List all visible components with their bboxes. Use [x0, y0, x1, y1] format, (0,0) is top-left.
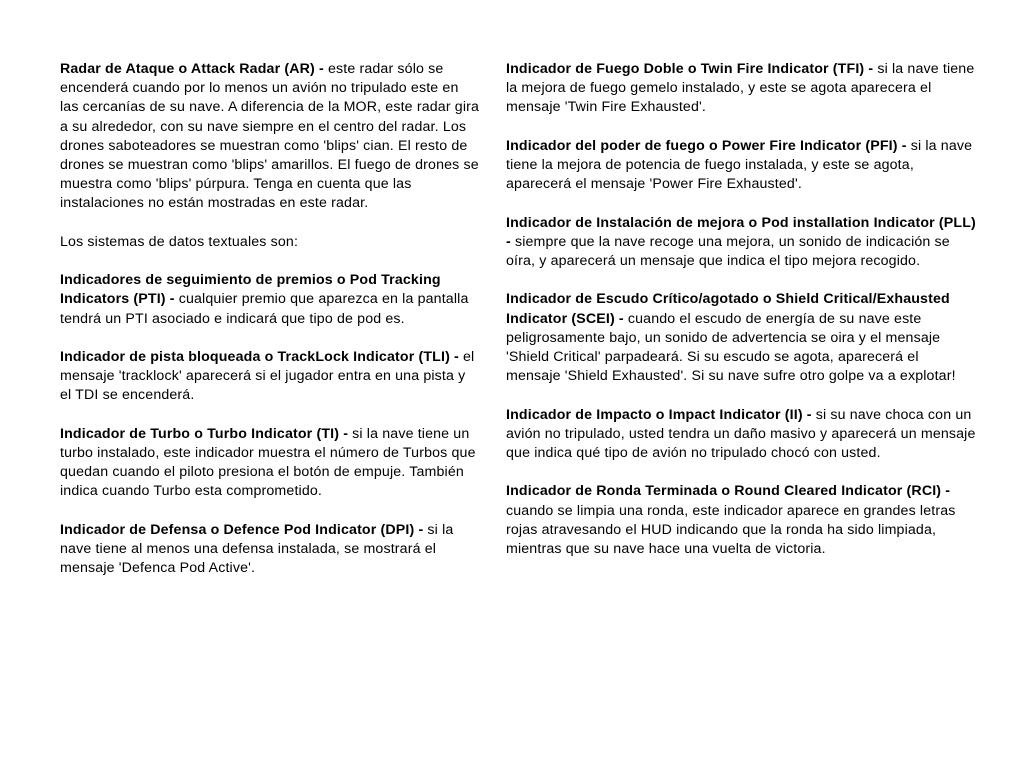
- term-round-cleared: Indicador de Ronda Terminada o Round Cleared Indicator (RCI) -: [506, 483, 951, 500]
- paragraph-pod-tracking: [60, 271, 480, 329]
- term-pod-installation: Indicador de Instalación de mejora o Pod installation Indicator (PLL) -: [506, 214, 976, 250]
- term-power-fire: Indicador del poder de fuego o Power Fire Indicator (PFI) -: [506, 137, 907, 154]
- paragraph-tracklock: [60, 348, 480, 406]
- desc-power-fire: si la nave tiene la mejora de potencia de fuego instalada, y este se agota, aparecerá el mensaje 'Power Fire Exhausted'.: [506, 137, 973, 193]
- desc-attack-radar: este radar sólo se encenderá cuando por lo menos un avión no tripulado este en las cercanías de su nave. A diferencia de la MOR, este radar gira a su alrededor, con su nave siempre en el centro del radar. Los drones saboteadores se muestran como 'blips' cian. El resto de drones se muestran como 'blips' amarillos. El fuego de drones se muestra como 'blips' púrpura. Tenga en cuenta que las instalaciones no están mostradas en este radar.: [60, 61, 480, 212]
- paragraph-power-fire: [506, 137, 976, 195]
- left-column: [60, 60, 480, 598]
- desc-tracklock: el mensaje 'tracklock' aparecerá si el jugador entra en una pista y el TDI se encenderá.: [60, 349, 475, 404]
- desc-shield-critical: cuando el escudo de energía de su nave este peligrosamente bajo, un sonido de advertencia se oira y el mensaje 'Shield Critical' parpadeará. Si su escudo se agota, aparecerá el mensaje 'Shield Exhausted'. Si su nave sufre otro golpe va a explotar!: [506, 310, 956, 385]
- desc-impact: si su nave choca con un avión no tripulado, usted tendra un daño masivo y aparecerá un mensaje que indica qué tipo de avión no tripulado chocó con usted.: [506, 406, 976, 461]
- term-pod-tracking: Indicadores de seguimiento de premios o Pod Tracking Indicators (PTI) -: [60, 272, 441, 308]
- paragraph-text-systems-intro: [60, 233, 480, 252]
- desc-twin-fire: si la nave tiene la mejora de fuego gemelo instalado, y este se agota aparecera el mensaje 'Twin Fire Exhausted'.: [506, 61, 975, 116]
- paragraph-round-cleared: [506, 482, 976, 559]
- desc-pod-tracking: cualquier premio que aparezca en la pantalla tendrá un PTI asociado e indicará que tipo de pod es.: [60, 291, 469, 327]
- term-defence-pod: Indicador de Defensa o Defence Pod Indicator (DPI) -: [60, 521, 424, 538]
- term-attack-radar: Radar de Ataque o Attack Radar (AR) -: [60, 61, 324, 77]
- desc-defence-pod: si la nave tiene al menos una defensa instalada, se mostrará el mensaje 'Defenca Pod Active'.: [60, 521, 454, 577]
- term-tracklock: Indicador de pista bloqueada o TrackLock Indicator (TLI) -: [60, 349, 459, 365]
- term-twin-fire: Indicador de Fuego Doble o Twin Fire Indicator (TFI) -: [506, 61, 874, 77]
- paragraph-turbo: [60, 425, 480, 502]
- paragraph-defence-pod: [60, 521, 480, 579]
- paragraph-impact: [506, 406, 976, 464]
- term-turbo: Indicador de Turbo o Turbo Indicator (TI) -: [60, 425, 349, 442]
- right-column: [506, 60, 976, 578]
- paragraph-shield-critical: [506, 290, 976, 386]
- term-impact: Indicador de Impacto o Impact Indicator (II) -: [506, 406, 812, 423]
- term-shield-critical: Indicador de Escudo Crítico/agotado o Shield Critical/Exhausted Indicator (SCEI) -: [506, 291, 950, 327]
- paragraph-twin-fire: [506, 60, 976, 118]
- desc-pod-installation: siempre que la nave recoge una mejora, un sonido de indicación se oíra, y aparecerá un mensaje que indica el tipo mejora recogido.: [506, 233, 950, 269]
- paragraph-pod-installation: [506, 214, 976, 272]
- desc-text-systems-intro: Los sistemas de datos textuales son:: [60, 233, 299, 250]
- desc-turbo: si la nave tiene un turbo instalado, este indicador muestra el número de Turbos que quedan cuando el piloto presiona el botón de empuje. También indica cuando Turbo esta comprometido.: [60, 425, 476, 500]
- desc-round-cleared: cuando se limpia una ronda, este indicador aparece en grandes letras rojas atravesando el HUD indicando que la ronda ha sido limpiada, mientras que su nave hace una vuelta de victoria.: [506, 502, 956, 557]
- paragraph-attack-radar: [60, 60, 480, 214]
